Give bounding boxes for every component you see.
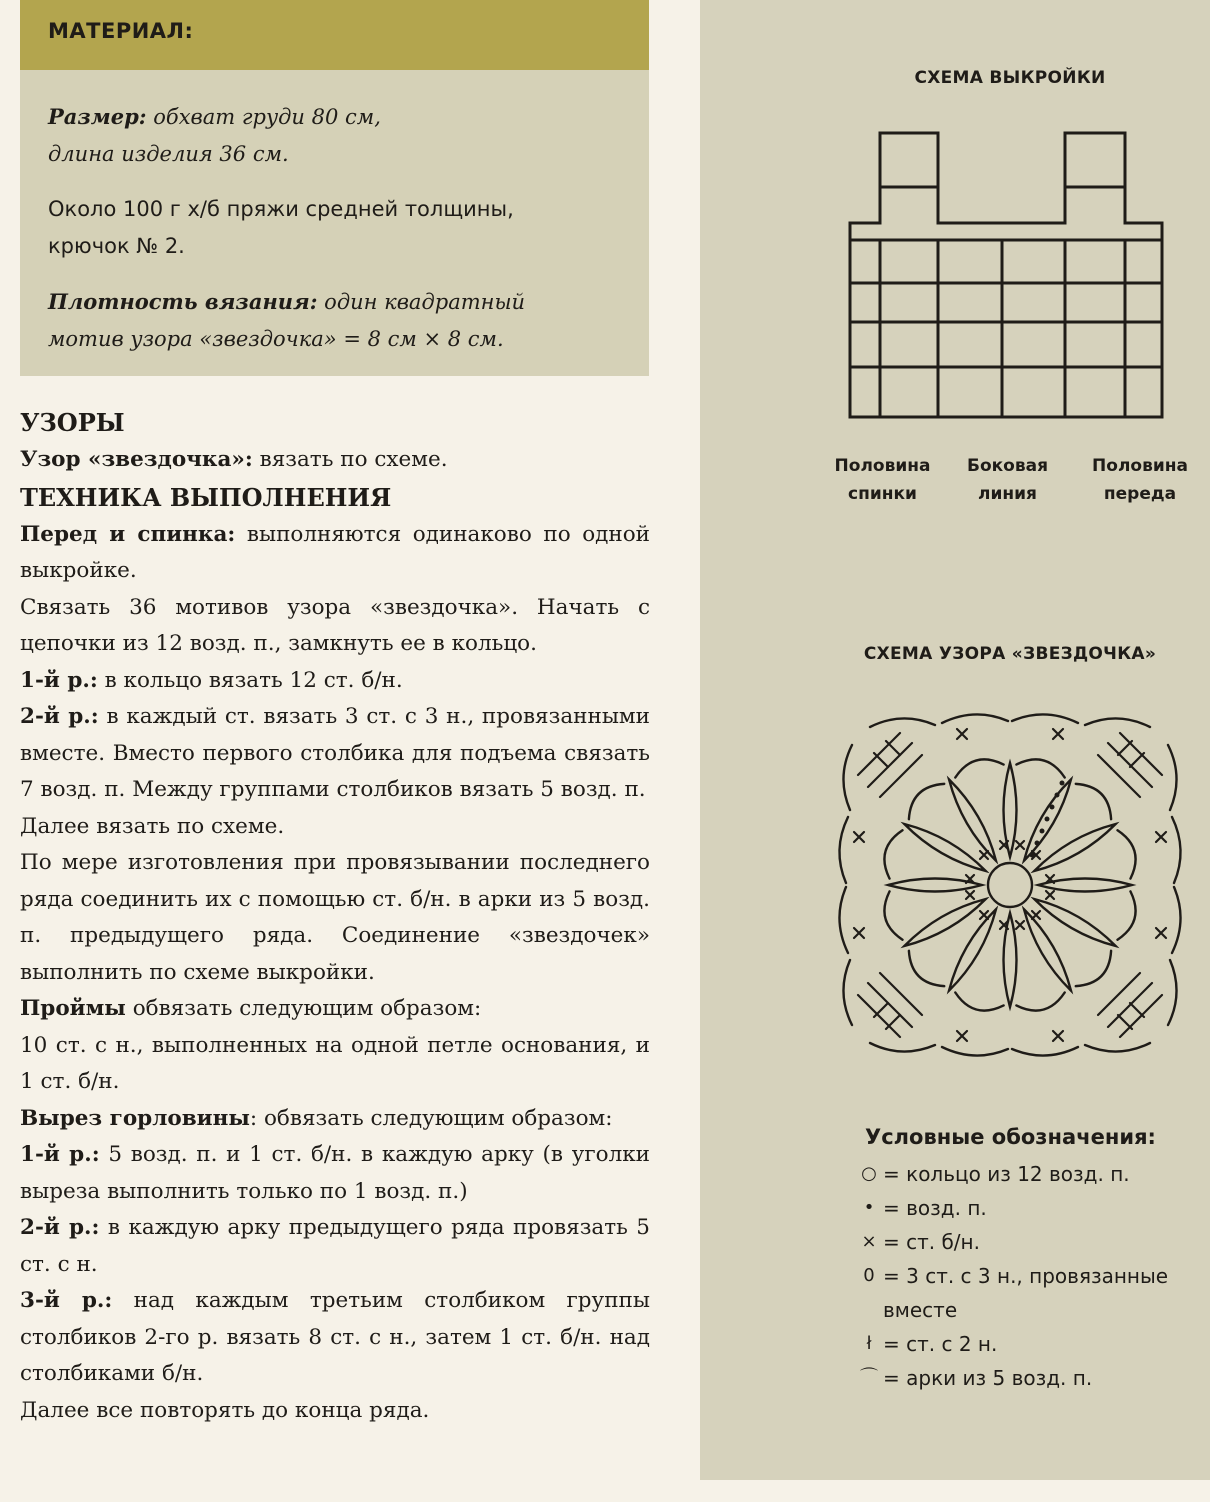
size-label: Размер: [48, 104, 147, 129]
legend-row-dc [855, 1327, 1205, 1361]
cluster-symbol-icon: 0 [863, 1265, 875, 1286]
material-box [20, 0, 649, 376]
chain-symbol-icon: • [863, 1197, 875, 1218]
yarn-line-1: Около 100 г х/б пряжи средней толщины, [48, 197, 514, 221]
density-line-2: мотив узора «звездочка» = 8 см × 8 см. [48, 327, 504, 351]
neckline-paragraph [20, 1101, 650, 1138]
star-pattern-paragraph [20, 442, 650, 479]
motif-schema-title: СХЕМА УЗОРА «ЗВЕЗДОЧКА» [863, 644, 1157, 664]
caption-back-line-2: спинки [848, 484, 917, 504]
legend-row-chain [855, 1191, 1205, 1225]
caption-side-line [955, 452, 1060, 508]
legend-row-sc [855, 1225, 1205, 1259]
yarn-line-2: крючок № 2. [48, 234, 185, 258]
caption-back-line-1: Половина [834, 456, 931, 476]
size-text-1: обхват груди 80 см, [153, 105, 381, 129]
size-line-1 [48, 98, 649, 136]
caption-side-line-2: линия [978, 484, 1037, 504]
front-back-label: Перед и спинка: [20, 521, 236, 547]
density-line-1 [48, 283, 649, 321]
repeat-paragraph: Далее все повторять до конца ряда. [20, 1397, 430, 1423]
legend-row-ring [855, 1157, 1205, 1191]
star-motif-diagram [830, 705, 1190, 1065]
legend-row-arch [855, 1361, 1205, 1395]
legend-row-cluster [855, 1259, 1205, 1327]
row1-text: в кольцо вязать 12 ст. б/н. [97, 667, 403, 693]
legend-text-arch: = арки из 5 возд. п. [883, 1366, 1093, 1390]
motifs-paragraph: Связать 36 мотивов узора «звездочка». Начать с цепочки из 12 возд. п., замкнуть ее в кольцо. [20, 594, 650, 656]
single-crochet-symbol-icon: × [861, 1231, 877, 1252]
front-back-text: выполняются одинаково по одной выкройке. [20, 521, 650, 583]
petal-arches [879, 754, 1141, 1016]
armholes-label: Проймы [20, 996, 126, 1021]
star-pattern-label: Узор «звездочка»: [20, 447, 253, 472]
row2-label: 2-й р.: [20, 704, 99, 729]
caption-front-line-2: переда [1103, 484, 1177, 504]
patterns-heading: УЗОРЫ [20, 408, 125, 437]
pattern-schema-title: СХЕМА ВЫКРОЙКИ [914, 68, 1106, 88]
armholes-detail: 10 ст. с н., выполненных на одной петле основания, и 1 ст. б/н. [20, 1032, 650, 1094]
armholes-text: обвязать следующим образом: [125, 996, 482, 1021]
center-ring [988, 863, 1032, 907]
instructions-column [20, 404, 650, 1429]
legend-text-chain: = возд. п. [883, 1196, 987, 1220]
legend-text-ring: = кольцо из 12 возд. п. [883, 1162, 1130, 1186]
neck-row1-label: 1-й р.: [20, 1142, 100, 1167]
neck-row2-text: в каждую арку предыдущего ряда провязать 5 ст. с н. [20, 1215, 650, 1277]
density-text-1: один квадратный [324, 290, 526, 314]
legend-title: Условные обозначения: [865, 1125, 1156, 1149]
neck-row2-paragraph [20, 1210, 650, 1283]
neckline-text: : обвязать следующим образом: [249, 1105, 613, 1131]
neckline-label: Вырез горловины [20, 1105, 250, 1131]
material-body [20, 70, 649, 358]
neck-row3-text: над каждым третьим столбиком группы столбиков 2-го р. вязать 8 ст. с н., затем 1 ст. б/н. над столбиками б/н. [20, 1288, 650, 1386]
caption-front-line-1: Половина [1092, 456, 1188, 476]
neck-row1-text: 5 возд. п. и 1 ст. б/н. в каждую арку (в уголки выреза выполнить только по 1 возд. п.) [20, 1142, 650, 1204]
corner-stitches [858, 733, 1162, 1037]
joining-paragraph: По мере изготовления при провязывании последнего ряда соединить их с помощью ст. б/н. в арки из 5 возд. п. предыдущего ряда. Соединение «звездочек» выполнить по схеме выкройки. [20, 850, 650, 985]
front-back-paragraph [20, 517, 650, 590]
pattern-schema-diagram [840, 125, 1170, 425]
legend [855, 1125, 1205, 1395]
further-paragraph: Далее вязать по схеме. [20, 813, 285, 839]
neck-row3-paragraph [20, 1283, 650, 1393]
material-header: МАТЕРИАЛ: [20, 0, 649, 70]
neck-row3-label: 3-й р.: [20, 1288, 113, 1313]
row1-paragraph [20, 663, 650, 700]
double-treble-symbol-icon: ł [866, 1333, 872, 1354]
density-label: Плотность вязания: [48, 289, 318, 314]
legend-text-dc: = ст. с 2 н. [883, 1332, 998, 1356]
petals [888, 763, 1132, 1007]
caption-side-line-1: Боковая [967, 456, 1048, 476]
row1-label: 1-й р.: [20, 667, 98, 693]
neck-row2-label: 2-й р.: [20, 1215, 100, 1240]
diagram-panel [700, 0, 1210, 1480]
neck-row1-paragraph [20, 1137, 650, 1210]
arch-symbol-icon: ⌒ [860, 1367, 878, 1388]
caption-front-half [1080, 452, 1200, 508]
legend-text-cluster: = 3 ст. с 3 н., провязанные вместе [883, 1264, 1169, 1322]
ring-symbol-icon: ○ [861, 1163, 877, 1184]
technique-heading: ТЕХНИКА ВЫПОЛНЕНИЯ [20, 482, 392, 512]
armholes-paragraph [20, 991, 650, 1028]
row2-text: в каждый ст. вязать 3 ст. с 3 н., провязанными вместе. Вместо первого столбика для подъема связать 7 возд. п. Между группами столбиков вязать 5 возд. п. [20, 704, 650, 802]
caption-back-half [825, 452, 940, 508]
schema-outline [850, 133, 1162, 417]
star-pattern-text: вязать по схеме. [252, 447, 448, 472]
size-line-2: длина изделия 36 см. [48, 142, 289, 166]
legend-text-sc: = ст. б/н. [883, 1230, 980, 1254]
row2-paragraph [20, 699, 650, 809]
